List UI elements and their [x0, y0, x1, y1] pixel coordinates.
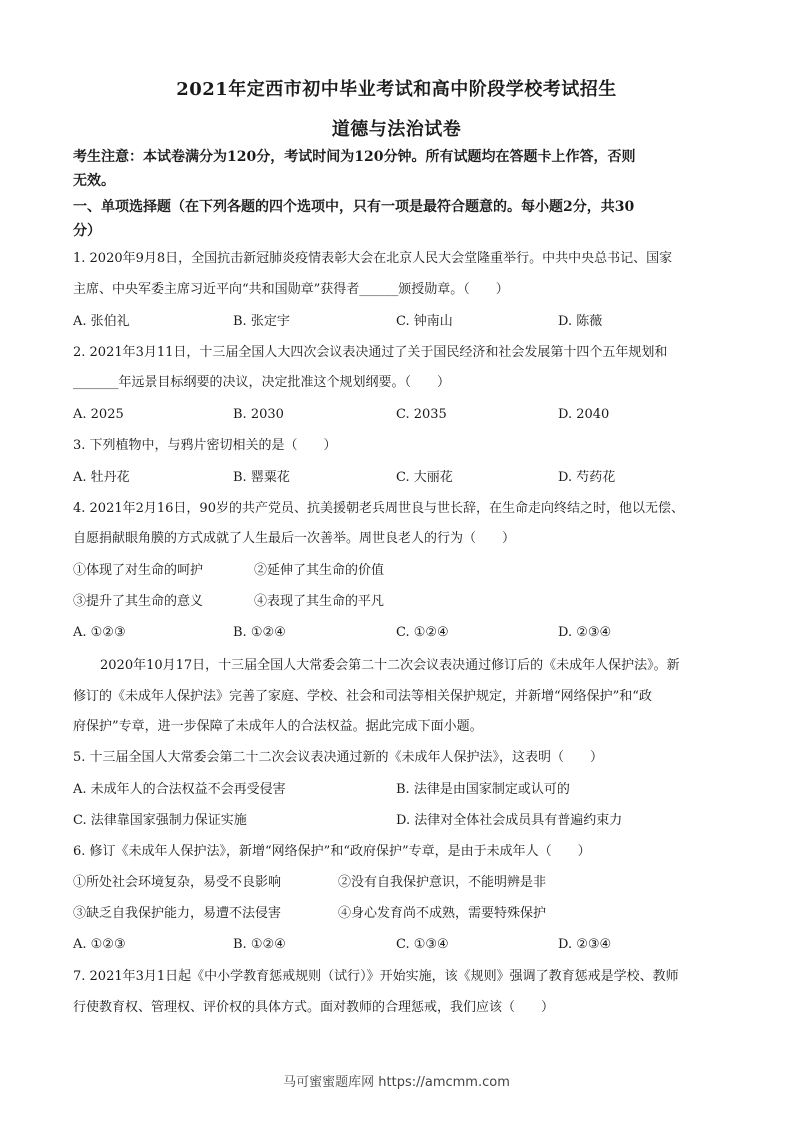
q6-statement-1: ①所处社会环境复杂，易受不良影响 [73, 875, 282, 890]
q4-option-c: C. ①②④ [396, 625, 449, 640]
q1-option-c: C. 钟南山 [396, 314, 453, 329]
exam-subtitle: 道德与法治试卷 [331, 119, 462, 140]
q5-option-c: C. 法律靠国家强制力保证实施 [73, 813, 247, 828]
q4-option-d: D. ②③④ [558, 625, 612, 640]
q3-option-d: D. 芍药花 [558, 470, 616, 485]
q5-option-b: B. 法律是由国家制定或认可的 [396, 782, 570, 797]
q1-option-a: A. 张伯礼 [73, 314, 130, 329]
notice-line-1: 考生注意：本试卷满分为120分，考试时间为120分钟。所有试题均在答题卡上作答，否则 [73, 149, 636, 165]
q7-line-2: 行使教育权、管理权、评价权的具体方式。面对教师的合理惩戒，我们应该（ ） [73, 1000, 555, 1015]
q2-line-2: _______年远景目标纲要的决议，决定批准这个规划纲要。（ ） [73, 375, 451, 390]
q2-line-1: 2. 2021年3月11日，十三届全国人大四次会议表决通过了关于国民经济和社会发展第十四个五年规划和 [73, 345, 668, 360]
q2-option-a: A. 2025 [73, 407, 124, 422]
exam-title: 2021年定西市初中毕业考试和高中阶段学校考试招生 [176, 79, 617, 100]
q5-option-d: D. 法律对全体社会成员具有普遍约束力 [396, 813, 623, 828]
section-heading-line-1: 一、单项选择题（在下列各题的四个选项中，只有一项是最符合题意的。每小题2分，共30 [73, 199, 635, 215]
q6-option-c: C. ①③④ [396, 937, 449, 952]
q4-line-2: 自愿捐献眼角膜的方式成就了人生最后一次善举。周世良老人的行为（ ） [73, 531, 516, 546]
passage-line-3: 府保护”专章，进一步保障了未成年人的合法权益。据此完成下面小题。 [73, 719, 483, 734]
q1-option-d: D. 陈薇 [558, 314, 603, 329]
passage-line-1: 2020年10月17日，十三届全国人大常委会第二十二次会议表决通过修订后的《未成年人保护法》。新 [100, 658, 680, 673]
q4-statement-2: ②延伸了其生命的价值 [254, 563, 385, 578]
q6-statement-2: ②没有自我保护意识，不能明辨是非 [338, 875, 547, 890]
q4-option-a: A. ①②③ [73, 625, 126, 640]
q6-line-1: 6. 修订《未成年人保护法》，新增“网络保护”和“政府保护”专章，是由于未成年人（ ） [73, 844, 591, 859]
q6-option-a: A. ①②③ [73, 937, 126, 952]
q6-statement-4: ④身心发育尚不成熟，需要特殊保护 [338, 906, 547, 921]
q2-option-b: B. 2030 [233, 407, 284, 422]
q2-option-d: D. 2040 [558, 407, 610, 422]
q4-line-1: 4. 2021年2月16日，90岁的共产党员、抗美援朝老兵周世良与世长辞，在生命走向终结之时，他以无偿、 [73, 501, 684, 516]
q7-line-1: 7. 2021年3月1日起《中小学教育惩戒规则（试行）》开始实施，该《规则》强调了教育惩戒是学校、教师 [73, 969, 679, 984]
q5-line-1: 5. 十三届全国人大常委会第二十二次会议表决通过新的《未成年人保护法》，这表明（ ） [73, 750, 604, 765]
q1-line-1: 1. 2020年9月8日，全国抗击新冠肺炎疫情表彰大会在北京人民大会堂隆重举行。中共中央总书记、国家 [73, 251, 673, 266]
q2-option-c: C. 2035 [396, 407, 447, 422]
footer-watermark: 马可蜜蜜题库网 https://amcmm.com [283, 1075, 510, 1090]
notice-line-2: 无效。 [73, 173, 115, 189]
q6-statement-3: ③缺乏自我保护能力，易遭不法侵害 [73, 906, 282, 921]
q3-option-a: A. 牡丹花 [73, 470, 130, 485]
section-heading-line-2: 分） [73, 223, 101, 239]
q1-option-b: B. 张定宇 [233, 314, 290, 329]
q1-line-2: 主席、中央军委主席习近平向“共和国勋章”获得者______颁授勋章。（ ） [73, 282, 509, 297]
q6-option-d: D. ②③④ [558, 937, 612, 952]
q3-option-b: B. 罂粟花 [233, 470, 290, 485]
q3-option-c: C. 大丽花 [396, 470, 453, 485]
passage-line-2: 修订的《未成年人保护法》完善了家庭、学校、社会和司法等相关保护规定，并新增“网络保护”和“政 [73, 689, 652, 704]
q4-statement-4: ④表现了其生命的平凡 [254, 594, 385, 609]
q4-option-b: B. ①②④ [233, 625, 286, 640]
q3-line-1: 3. 下列植物中，与鸦片密切相关的是（ ） [73, 438, 337, 453]
q5-option-a: A. 未成年人的合法权益不会再受侵害 [73, 782, 286, 797]
q6-option-b: B. ①②④ [233, 937, 286, 952]
q4-statement-3: ③提升了其生命的意义 [73, 594, 204, 609]
q4-statement-1: ①体现了对生命的呵护 [73, 563, 204, 578]
